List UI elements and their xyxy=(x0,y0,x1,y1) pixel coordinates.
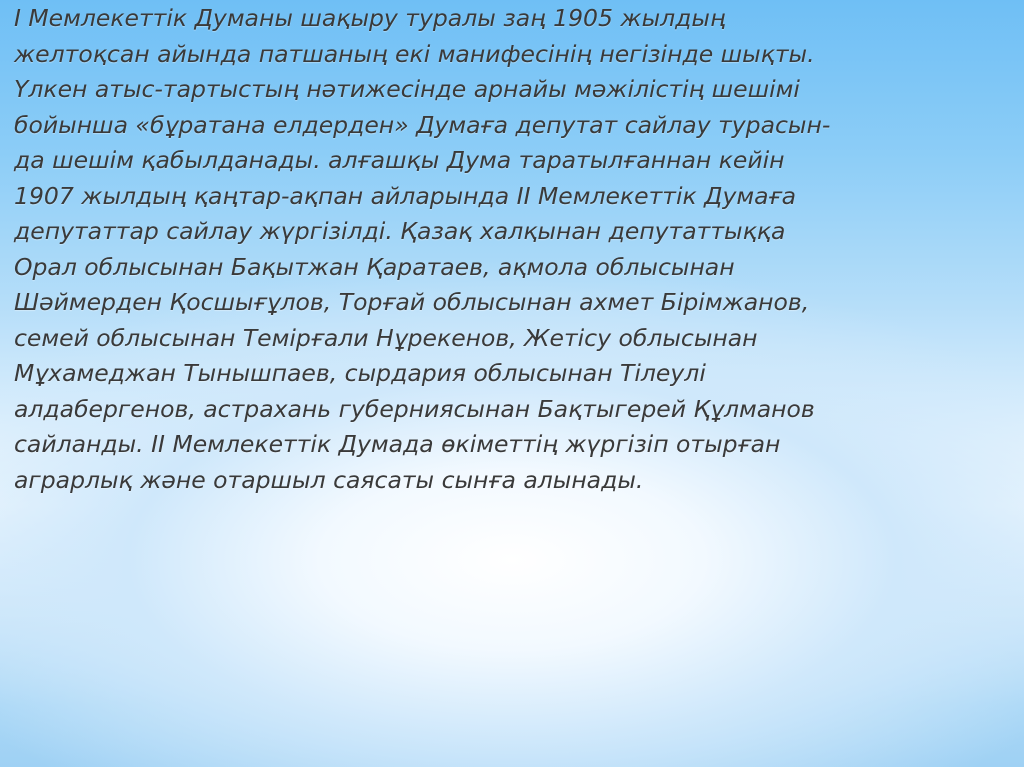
text-line: семей облысынан Темірғали Нұрекенов, Жетісу облысынан xyxy=(14,323,758,352)
slide-body-text xyxy=(14,1,1014,498)
text-line: да шешім қабылданады. алғашқы Дума таратылғаннан кейін xyxy=(14,146,785,174)
text-line: депутаттар сайлау жүргізілді. Қазақ халқынан депутаттыққа xyxy=(14,217,786,245)
text-line: Үлкен атыс-тартыстың нәтижесінде арнайы мәжілістің шешімі xyxy=(14,75,800,103)
text-line: желтоқсан айында патшаның екі манифесінің негізінде шықты. xyxy=(14,39,815,68)
text-line: 1907 жылдың қаңтар-ақпан айларында ІІ Мемлекеттік Думаға xyxy=(14,181,797,210)
text-line: Мұхамеджан Тынышпаев, сырдария облысынан Тілеулі xyxy=(14,359,706,387)
text-line: алдабергенов, астрахань губерниясынан Бақтыгерей Құлманов xyxy=(14,394,815,423)
text-line: аграрлық және отаршыл саясаты сынға алынады. xyxy=(14,465,644,494)
text-line: бойынша «бұратана елдерден» Думаға депутат сайлау турасын- xyxy=(14,110,831,139)
text-line: сайланды. ІІ Мемлекеттік Думада өкіметтің жүргізіп отырған xyxy=(14,430,781,458)
text-line: Шәймерден Қосшығұлов, Торғай облысынан ахмет Бірімжанов, xyxy=(14,288,810,316)
text-line: Орал облысынан Бақытжан Қаратаев, ақмола облысынан xyxy=(14,252,735,281)
text-line: І Мемлекеттік Думаны шақыру туралы заң 1905 жылдың xyxy=(14,4,726,32)
